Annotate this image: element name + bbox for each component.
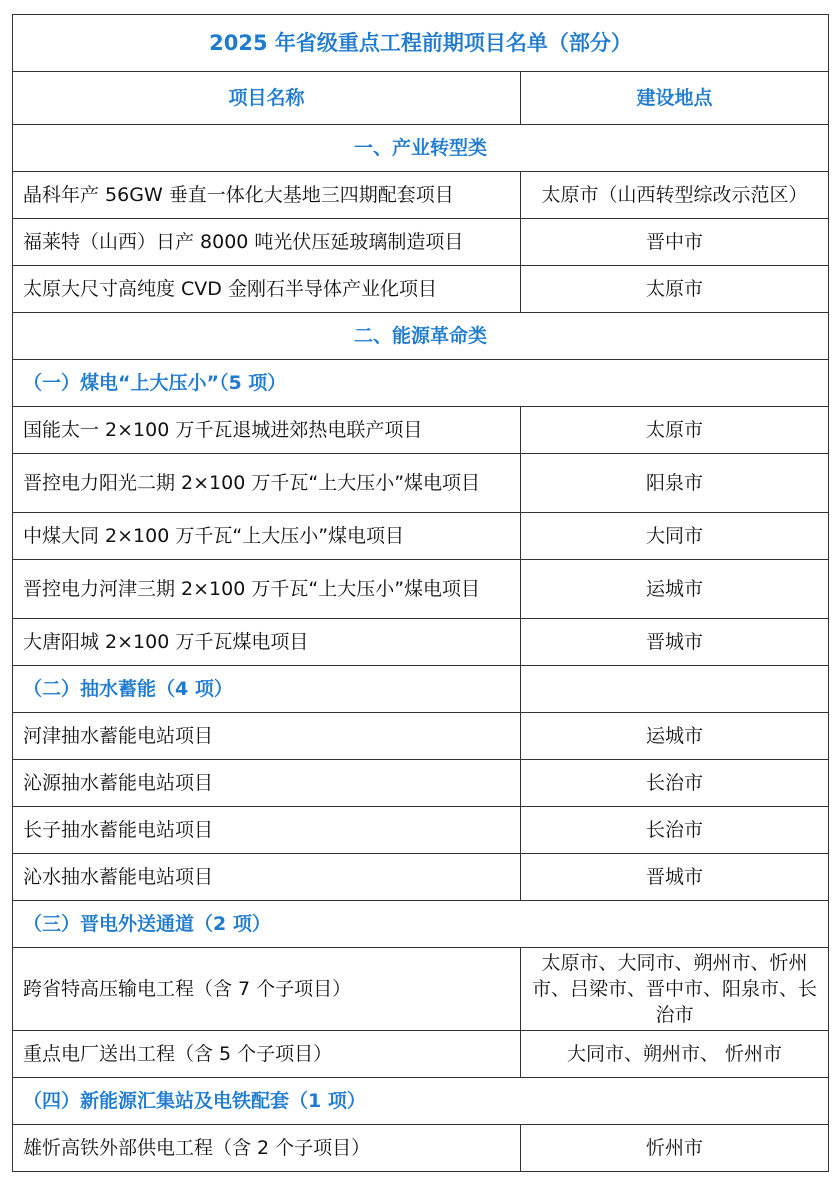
project-name: 太原大尺寸高纯度 CVD 金刚石半导体产业化项目 — [13, 266, 521, 313]
category-industry: 一、产业转型类 — [13, 125, 829, 172]
project-name: 重点电厂送出工程（含 5 个子项目） — [13, 1031, 521, 1078]
project-name: 中煤大同 2×100 万千瓦“上大压小”煤电项目 — [13, 513, 521, 560]
table-row — [13, 1125, 829, 1172]
header-location: 建设地点 — [521, 72, 829, 125]
subcategory-newenergy: （四）新能源汇集站及电铁配套（1 项） — [13, 1078, 829, 1125]
subcategory-row — [13, 901, 829, 948]
project-name: 国能太一 2×100 万千瓦退城进郊热电联产项目 — [13, 407, 521, 454]
table-title: 2025 年省级重点工程前期项目名单（部分） — [13, 15, 829, 72]
project-location: 晋中市 — [521, 219, 829, 266]
project-name: 大唐阳城 2×100 万千瓦煤电项目 — [13, 619, 521, 666]
empty-cell — [521, 666, 829, 713]
project-location: 太原市、大同市、朔州市、忻州市、吕梁市、晋中市、阳泉市、长治市 — [521, 948, 829, 1031]
project-location: 大同市、朔州市、 忻州市 — [521, 1031, 829, 1078]
project-name: 长子抽水蓄能电站项目 — [13, 807, 521, 854]
project-name: 晋控电力阳光二期 2×100 万千瓦“上大压小”煤电项目 — [13, 454, 521, 513]
table-row — [13, 619, 829, 666]
project-location: 运城市 — [521, 560, 829, 619]
header-row — [13, 72, 829, 125]
project-location: 运城市 — [521, 713, 829, 760]
header-project-name: 项目名称 — [13, 72, 521, 125]
category-row — [13, 313, 829, 360]
project-name: 晶科年产 56GW 垂直一体化大基地三四期配套项目 — [13, 172, 521, 219]
project-name: 雄忻高铁外部供电工程（含 2 个子项目） — [13, 1125, 521, 1172]
category-energy: 二、能源革命类 — [13, 313, 829, 360]
table-row — [13, 854, 829, 901]
table-row — [13, 454, 829, 513]
subcategory-row — [13, 1078, 829, 1125]
subcategory-row — [13, 360, 829, 407]
subcategory-coal: （一）煤电“上大压小”（5 项） — [13, 360, 829, 407]
table-row — [13, 513, 829, 560]
project-name: 河津抽水蓄能电站项目 — [13, 713, 521, 760]
table-row — [13, 219, 829, 266]
table-title-row — [13, 15, 829, 72]
table-row — [13, 713, 829, 760]
project-name: 福莱特（山西）日产 8000 吨光伏压延玻璃制造项目 — [13, 219, 521, 266]
table-row — [13, 1031, 829, 1078]
project-location: 太原市 — [521, 266, 829, 313]
table-row — [13, 407, 829, 454]
table-row — [13, 560, 829, 619]
table-row — [13, 266, 829, 313]
project-table — [12, 14, 829, 1172]
table-row — [13, 807, 829, 854]
subcategory-pumped: （二）抽水蓄能（4 项） — [13, 666, 521, 713]
project-location: 太原市 — [521, 407, 829, 454]
subcategory-row — [13, 666, 829, 713]
category-row — [13, 125, 829, 172]
project-location: 阳泉市 — [521, 454, 829, 513]
project-location: 晋城市 — [521, 619, 829, 666]
project-name: 跨省特高压输电工程（含 7 个子项目） — [13, 948, 521, 1031]
project-name: 沁源抽水蓄能电站项目 — [13, 760, 521, 807]
table-row — [13, 172, 829, 219]
subcategory-transmission: （三）晋电外送通道（2 项） — [13, 901, 829, 948]
project-location: 长治市 — [521, 760, 829, 807]
project-location: 长治市 — [521, 807, 829, 854]
project-location: 晋城市 — [521, 854, 829, 901]
project-location: 大同市 — [521, 513, 829, 560]
project-location: 太原市（山西转型综改示范区） — [521, 172, 829, 219]
project-location: 忻州市 — [521, 1125, 829, 1172]
project-name: 沁水抽水蓄能电站项目 — [13, 854, 521, 901]
table-row — [13, 760, 829, 807]
project-name: 晋控电力河津三期 2×100 万千瓦“上大压小”煤电项目 — [13, 560, 521, 619]
table-row — [13, 948, 829, 1031]
